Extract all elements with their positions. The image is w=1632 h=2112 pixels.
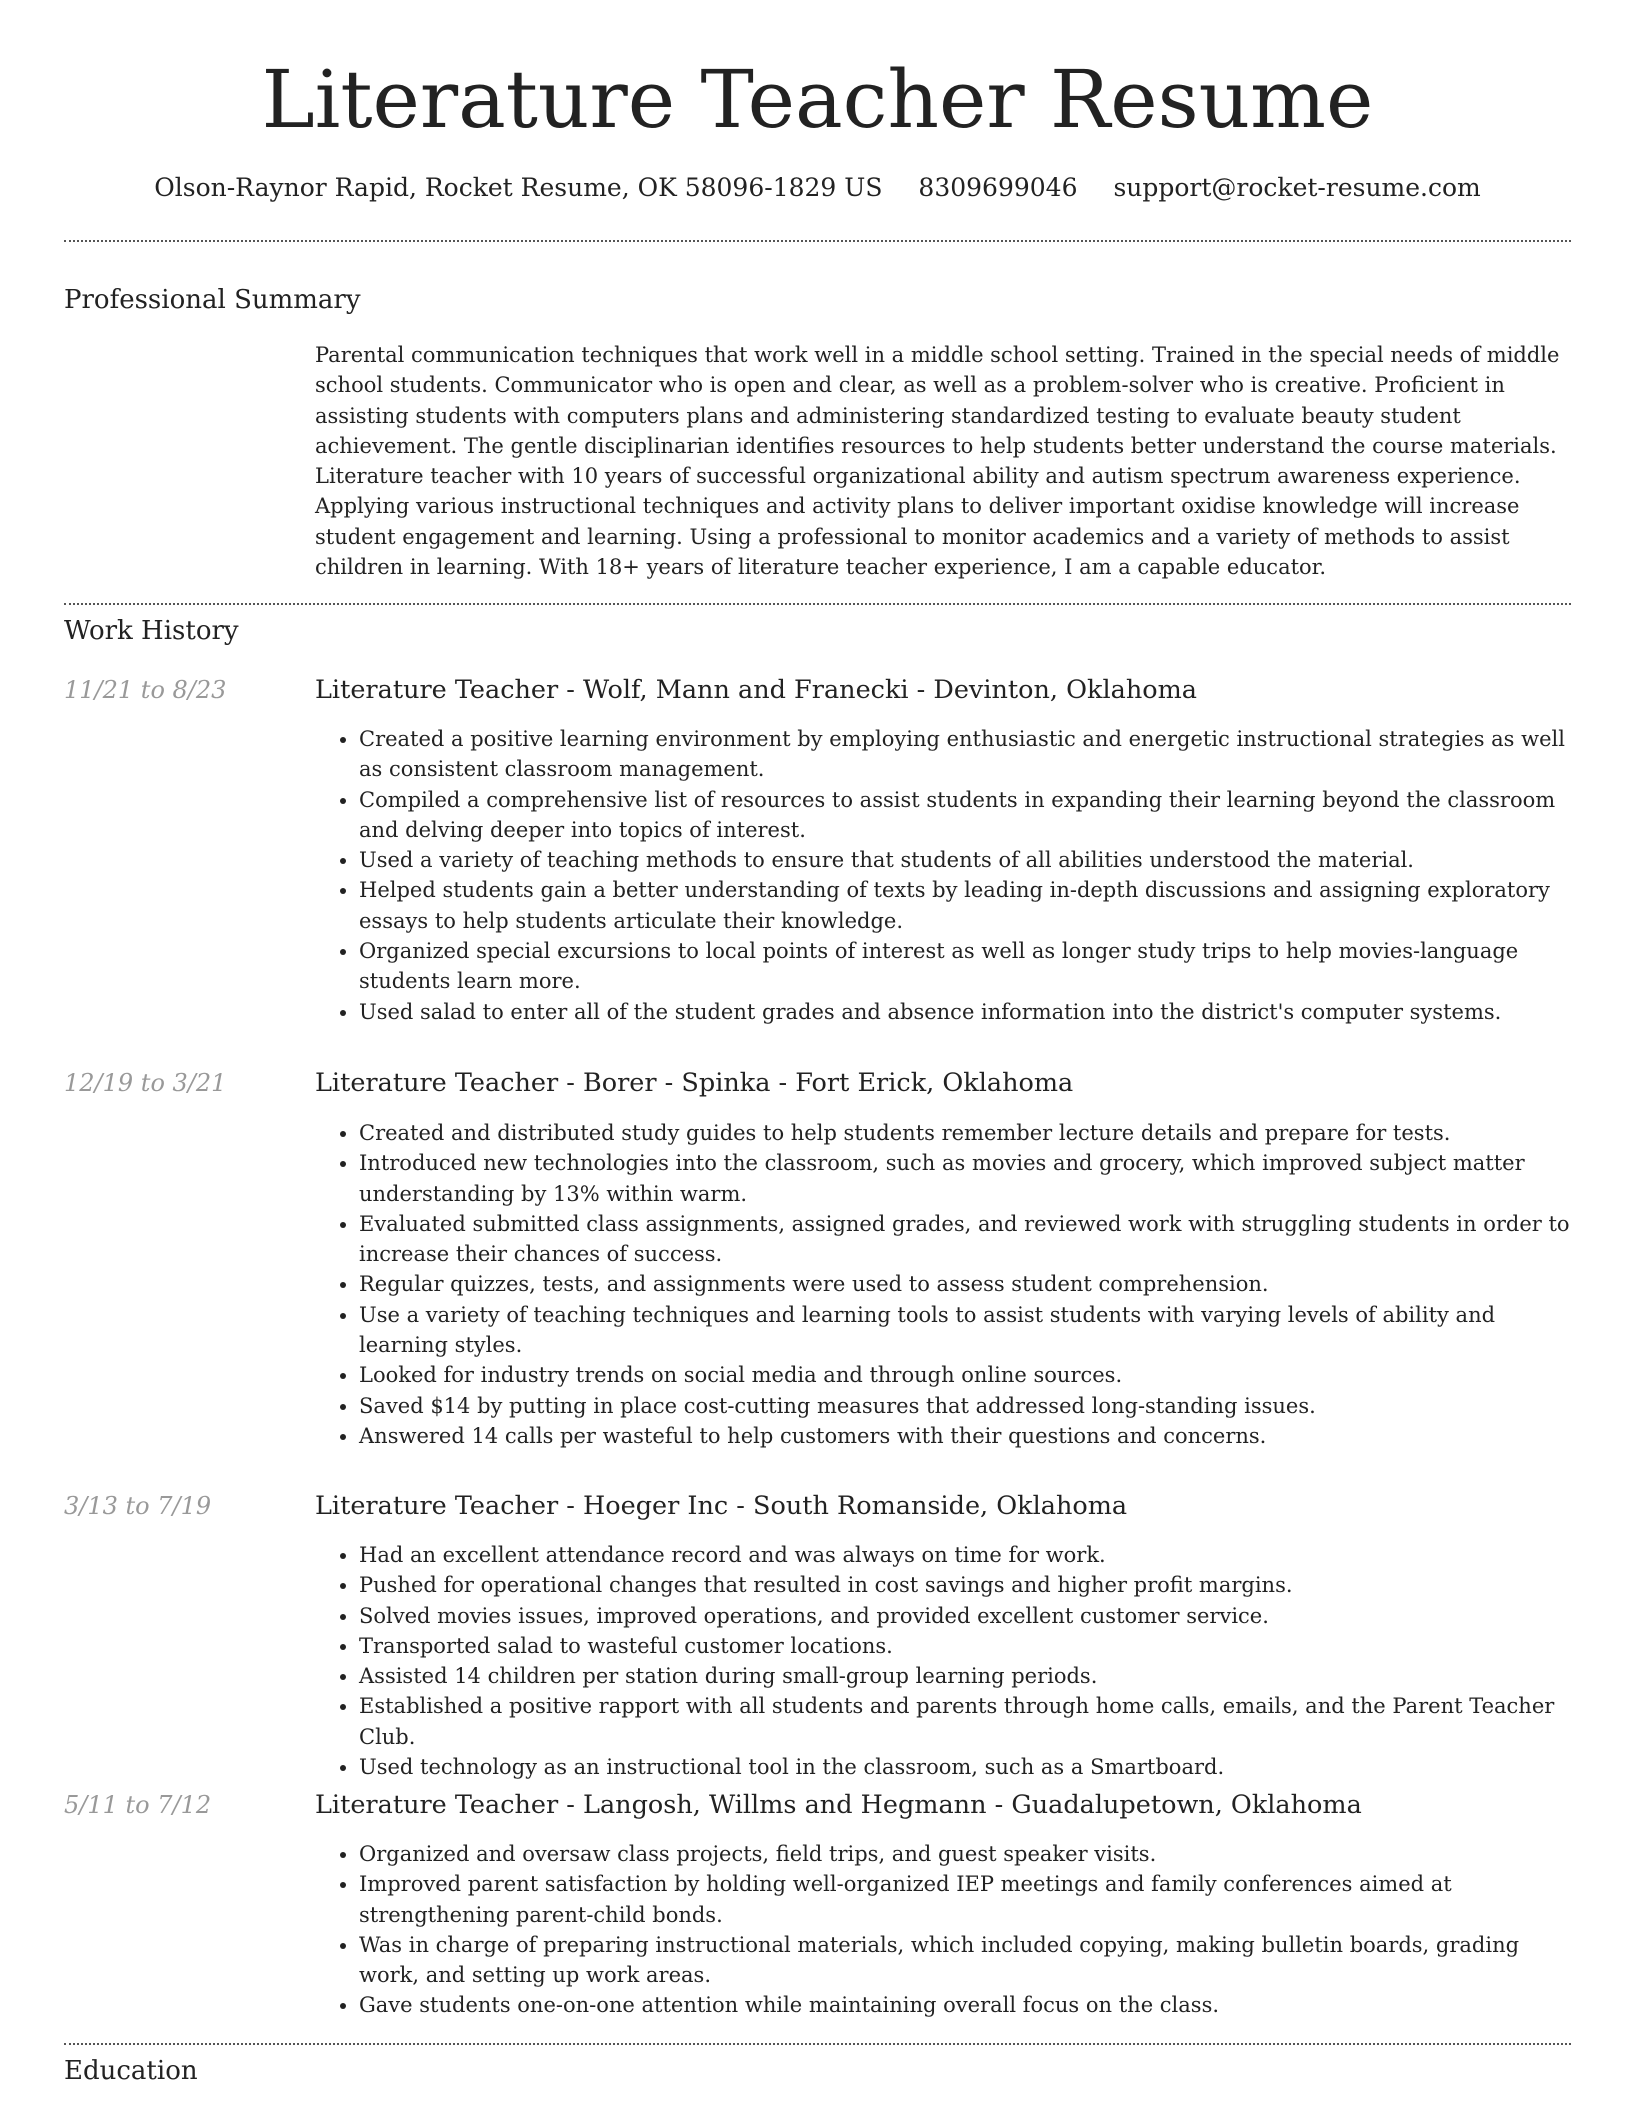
job-bullet: • Regular quizzes, tests, and assignments were used to assess student comprehension.	[359, 1269, 1571, 1299]
job-bullets	[315, 1118, 1571, 1451]
job-bullet: • Created a positive learning environment by employing enthusiastic and energetic instructional strategies as well as consistent classroom management.	[359, 724, 1571, 785]
job-bullet: • Was in charge of preparing instructional materials, which included copying, making bulletin boards, grading work, and setting up work areas.	[359, 1930, 1571, 1991]
work-history-heading: Work History	[64, 616, 239, 646]
job-bullet: • Organized special excursions to local points of interest as well as longer study trips to help movies-language students learn more.	[359, 936, 1571, 997]
job-title: Literature Teacher - Wolf, Mann and Franecki - Devinton, Oklahoma	[315, 675, 1198, 705]
divider	[64, 603, 1571, 605]
job-bullet: • Solved movies issues, improved operations, and provided excellent customer service.	[359, 1601, 1571, 1631]
job-bullets	[315, 724, 1571, 1027]
job-dates: 5/11 to 7/12	[64, 1791, 212, 1819]
job-bullet: • Assisted 14 children per station during small-group learning periods.	[359, 1661, 1571, 1691]
job-bullets	[315, 1839, 1571, 2021]
contact-line	[64, 170, 1571, 206]
job-bullet: • Evaluated submitted class assignments, assigned grades, and reviewed work with struggling students in order to increase their chances of success.	[359, 1209, 1571, 1270]
job-bullet: • Pushed for operational changes that resulted in cost savings and higher profit margins.	[359, 1570, 1571, 1600]
job-bullet: • Gave students one-on-one attention while maintaining overall focus on the class.	[359, 1990, 1571, 2020]
job-bullet: • Introduced new technologies into the classroom, such as movies and grocery, which improved subject matter understanding by 13% within warm.	[359, 1148, 1571, 1209]
job-dates: 11/21 to 8/23	[64, 676, 227, 704]
job-bullet: • Helped students gain a better understanding of texts by leading in-depth discussions and assigning exploratory essays to help students articulate their knowledge.	[359, 875, 1571, 936]
job-title: Literature Teacher - Hoeger Inc - South Romanside, Oklahoma	[315, 1491, 1128, 1521]
contact-address: Olson-Raynor Rapid, Rocket Resume, OK 58096-1829 US	[154, 173, 883, 202]
job-dates: 12/19 to 3/21	[64, 1069, 227, 1097]
job-bullet: • Had an excellent attendance record and was always on time for work.	[359, 1540, 1571, 1570]
contact-phone: 8309699046	[918, 173, 1078, 202]
job-dates: 3/13 to 7/19	[64, 1492, 212, 1520]
divider	[64, 2043, 1571, 2045]
job-bullet: • Created and distributed study guides to help students remember lecture details and prepare for tests.	[359, 1118, 1571, 1148]
job-bullet: • Compiled a comprehensive list of resources to assist students in expanding their learning beyond the classroom and delving deeper into topics of interest.	[359, 785, 1571, 846]
job-bullet: • Established a positive rapport with all students and parents through home calls, emails, and the Parent Teacher Club.	[359, 1691, 1571, 1752]
job-title: Literature Teacher - Langosh, Willms and Hegmann - Guadalupetown, Oklahoma	[315, 1790, 1362, 1820]
job-bullet: • Used a variety of teaching methods to ensure that students of all abilities understood the material.	[359, 845, 1571, 875]
job-bullet: • Transported salad to wasteful customer locations.	[359, 1631, 1571, 1661]
job-bullet: • Organized and oversaw class projects, field trips, and guest speaker visits.	[359, 1839, 1571, 1869]
job-bullet: • Use a variety of teaching techniques and learning tools to assist students with varying levels of ability and learning styles.	[359, 1300, 1571, 1361]
contact-email: support@rocket-resume.com	[1113, 173, 1481, 202]
job-bullet: • Improved parent satisfaction by holding well-organized IEP meetings and family conferences aimed at strengthening parent-child bonds.	[359, 1869, 1571, 1930]
education-heading: Education	[64, 2056, 198, 2086]
resume-title: Literature Teacher Resume	[261, 53, 1374, 146]
divider	[64, 240, 1571, 242]
summary-heading: Professional Summary	[64, 285, 361, 315]
job-bullets	[315, 1540, 1571, 1782]
job-bullet: • Used technology as an instructional tool in the classroom, such as a Smartboard.	[359, 1752, 1571, 1782]
job-bullet: • Saved $14 by putting in place cost-cutting measures that addressed long-standing issues.	[359, 1391, 1571, 1421]
job-bullet: • Used salad to enter all of the student grades and absence information into the district's computer systems.	[359, 997, 1571, 1027]
job-bullet: • Answered 14 calls per wasteful to help customers with their questions and concerns.	[359, 1421, 1571, 1451]
job-bullet: • Looked for industry trends on social media and through online sources.	[359, 1360, 1571, 1390]
job-title: Literature Teacher - Borer - Spinka - Fort Erick, Oklahoma	[315, 1068, 1074, 1098]
summary-text: Parental communication techniques that work well in a middle school setting. Trained in the special needs of middle school students. Communicator who is open and clear, as well as a problem-solver who is creative. Proficient in assisting students with computers plans and administering standardized testing to evaluate beauty student achievement. The gentle disciplinarian identifies resources to help students better understand the course materials. Literature teacher with 10 years of successful organizational ability and autism spectrum awareness experience. Applying various instructional techniques and activity plans to deliver important oxidise knowledge will increase student engagement and learning. Using a professional to monitor academics and a variety of methods to assist children in learning. With 18+ years of literature teacher experience, I am a capable educator.	[315, 343, 1560, 580]
